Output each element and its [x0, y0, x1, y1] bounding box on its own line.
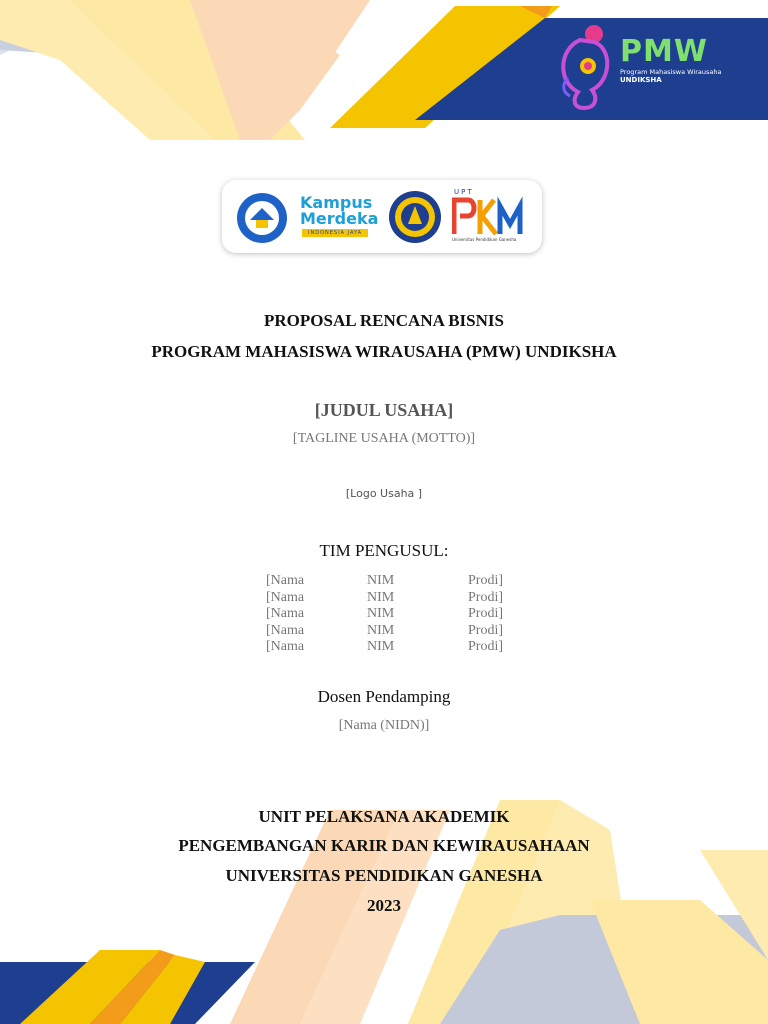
team-row — [0, 590, 768, 607]
footer-department: PENGEMBANGAN KARIR DAN KEWIRAUSAHAAN — [178, 836, 590, 855]
undiksha-seal-icon — [388, 190, 442, 244]
advisor-name: [Nama (NIDN)] — [338, 718, 430, 733]
member-name: [Nama — [266, 573, 305, 588]
footer-university: UNIVERSITAS PENDIDIKAN GANESHA — [225, 866, 543, 885]
business-logo-placeholder: [Logo Usaha ] — [345, 487, 423, 500]
member-nim: NIM — [367, 606, 395, 621]
kampus-merdeka-line1: Kampus — [300, 193, 373, 212]
pmw-subtitle: Program Mahasiswa Wirausaha — [620, 68, 722, 76]
program-title: PROGRAM MAHASISWA WIRAUSAHA (PMW) UNDIKSHA — [151, 342, 617, 361]
member-name: [Nama — [266, 623, 305, 638]
member-prodi: Prodi] — [468, 573, 503, 588]
pkk-logo-icon — [452, 196, 524, 236]
partner-logos-strip — [222, 180, 542, 253]
kampus-merdeka-line2: Merdeka — [300, 209, 379, 228]
team-row — [0, 639, 768, 656]
member-prodi: Prodi] — [468, 639, 503, 654]
pmw-logo — [550, 20, 720, 112]
pmw-org: UNDIKSHA — [620, 76, 662, 84]
team-row — [0, 623, 768, 640]
pmw-mascot-icon — [550, 20, 620, 112]
member-prodi: Prodi] — [468, 623, 503, 638]
member-nim: NIM — [367, 623, 395, 638]
footer-year: 2023 — [367, 896, 401, 915]
team-row — [0, 606, 768, 623]
business-tagline: [TAGLINE USAHA (MOTTO)] — [292, 431, 476, 446]
upt-label: UPT — [454, 188, 474, 196]
member-name: [Nama — [266, 639, 305, 654]
team-row — [0, 573, 768, 590]
kampus-merdeka-tag: INDONESIA JAYA — [302, 229, 368, 237]
business-name: [JUDUL USAHA] — [314, 400, 454, 420]
pkk-caption: Universitas Pendidikan Ganesha — [452, 237, 517, 242]
member-name: [Nama — [266, 590, 305, 605]
proposal-title: PROPOSAL RENCANA BISNIS — [264, 311, 504, 330]
member-nim: NIM — [367, 590, 395, 605]
member-nim: NIM — [367, 639, 395, 654]
member-nim: NIM — [367, 573, 395, 588]
member-prodi: Prodi] — [468, 606, 503, 621]
tut-wuri-handayani-logo-icon — [236, 192, 288, 244]
team-heading: TIM PENGUSUL: — [319, 541, 449, 560]
advisor-heading: Dosen Pendamping — [317, 687, 451, 706]
footer-unit: UNIT PELAKSANA AKADEMIK — [258, 807, 510, 826]
member-prodi: Prodi] — [468, 590, 503, 605]
pmw-title: PMW — [620, 34, 708, 69]
member-name: [Nama — [266, 606, 305, 621]
